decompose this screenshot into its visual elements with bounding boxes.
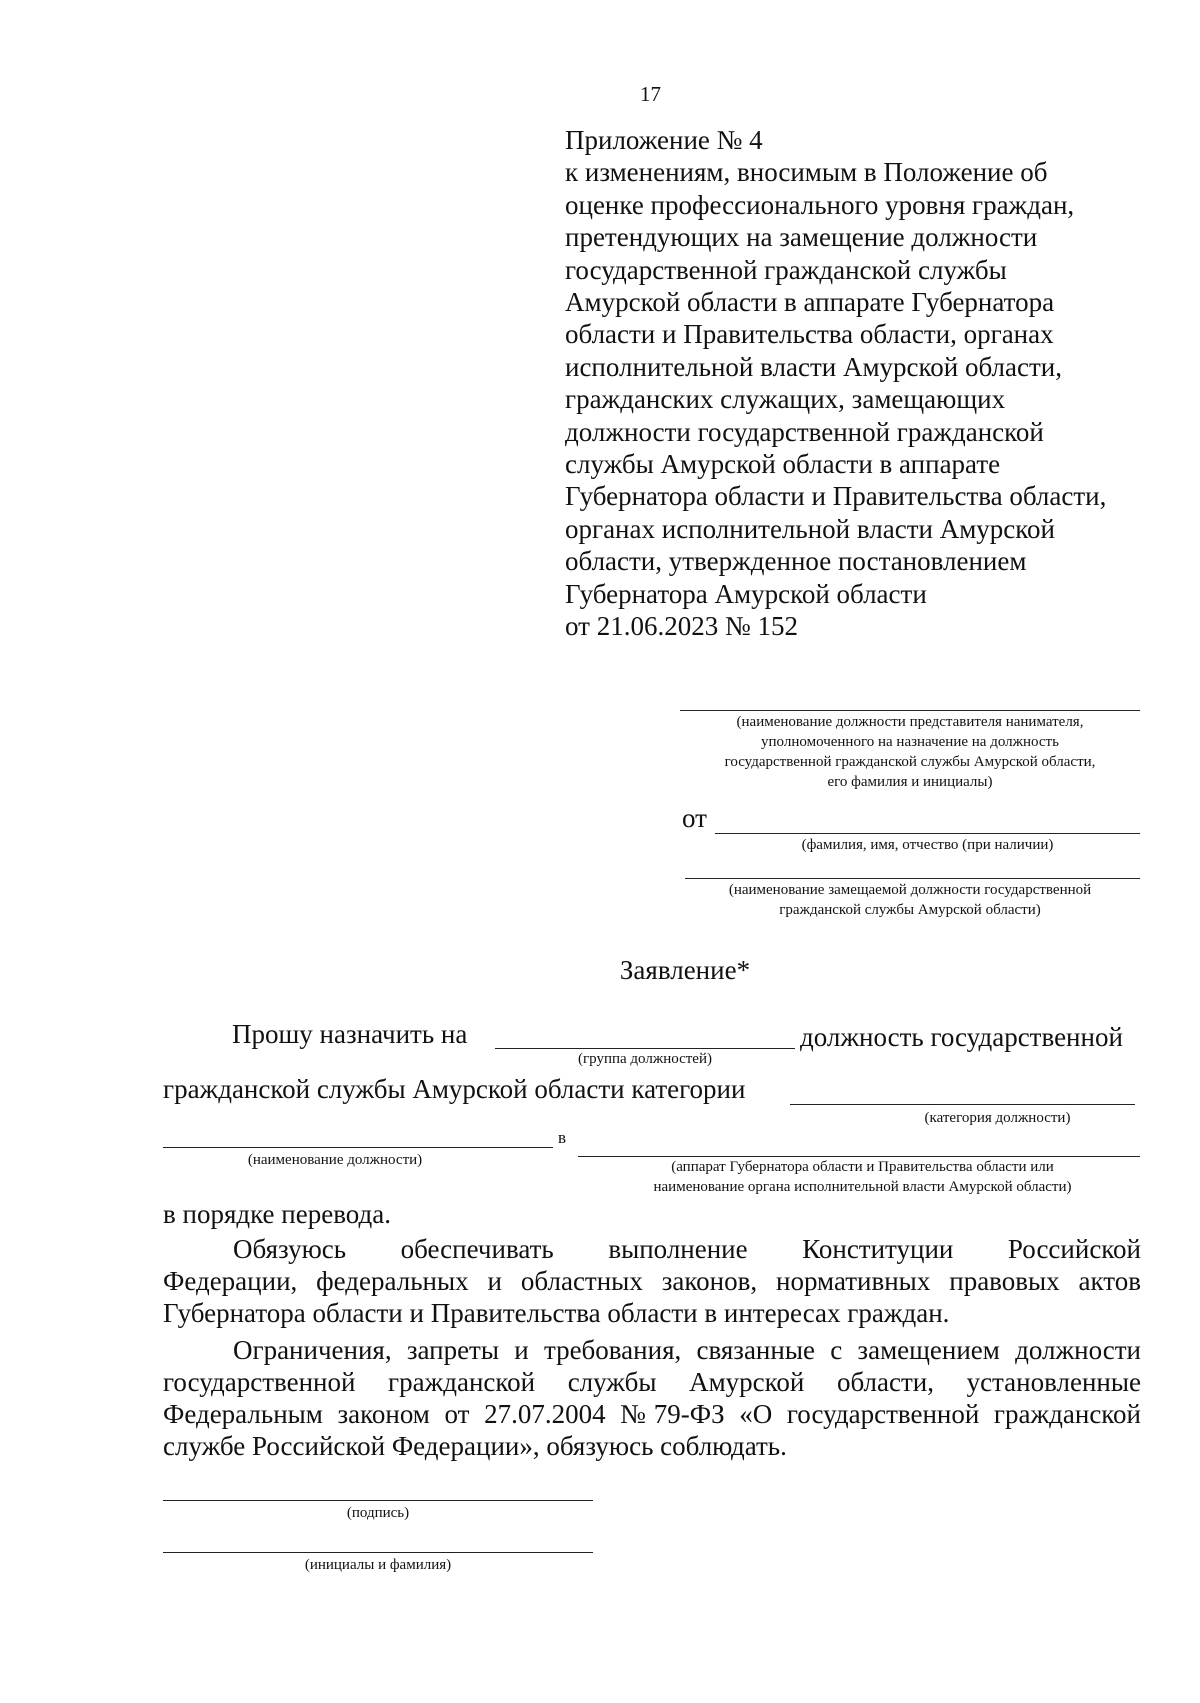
statement-line2: гражданской службы Амурской области категории xyxy=(163,1074,746,1104)
appendix-line: службы Амурской области в аппарате xyxy=(565,449,1001,480)
name-caption: (инициалы и фамилия) xyxy=(304,1557,452,1573)
appendix-line: от 21.06.2023 № 152 xyxy=(565,611,798,642)
appendix-line: претендующих на замещение должности xyxy=(565,222,1038,253)
appendix-line: должности государственной гражданской xyxy=(565,416,1044,447)
current-position-line[interactable] xyxy=(685,878,1140,879)
addressee-caption: (наименование должности представителя нанимателя, уполномоченного на назначение на должность государственной гражданской службы Амурской области, его фамилия и инициалы) xyxy=(724,714,1096,790)
transfer-text: в порядке перевода. xyxy=(163,1199,391,1229)
appendix-line: исполнительной власти Амурской области, xyxy=(565,351,1062,382)
current-position-caption: (наименование замещаемой должности государственной гражданской службы Амурской области) xyxy=(728,882,1092,918)
applicant-name-line[interactable] xyxy=(715,833,1140,834)
position-group-caption: (группа должностей) xyxy=(578,1051,712,1067)
position-category-line[interactable] xyxy=(790,1104,1135,1105)
appendix-line: гражданских служащих, замещающих xyxy=(565,384,1006,415)
position-category-caption: (категория должности) xyxy=(924,1110,1071,1126)
statement-line1-end: должность государственной xyxy=(800,1022,1123,1052)
statement-line1-start: Прошу назначить на xyxy=(232,1019,468,1049)
appendix-line: Амурской области в аппарате Губернатора xyxy=(565,287,1055,318)
position-name-line[interactable] xyxy=(163,1147,553,1148)
signature-line[interactable] xyxy=(163,1500,593,1501)
position-name-caption: (наименование должности) xyxy=(247,1152,423,1168)
paragraph-restrictions: Ограничения, запреты и требования, связанные с замещением должности государственной гражданской службы Амурской области, установленные Федеральным законом от 27.07.2004 №79-ФЗ «О государственной гражданской службе Российской Федерации», обязуюсь соблюдать. xyxy=(163,1335,1141,1461)
appendix-line: области и Правительства области, органах xyxy=(565,319,1054,350)
appendix-line: органах исполнительной власти Амурской xyxy=(565,513,1055,544)
appendix-header xyxy=(565,124,1165,643)
name-line[interactable] xyxy=(163,1552,593,1553)
appendix-line: к изменениям, вносимым в Положение об xyxy=(565,157,1048,188)
paragraph-commitment: Обязуюсь обеспечивать выполнение Конституции Российской Федерации, федеральных и областных законов, нормативных правовых актов Губернатора области и Правительства области в интересах граждан. xyxy=(163,1234,1141,1328)
appendix-line: Губернатора Амурской области xyxy=(565,578,927,609)
appendix-line: государственной гражданской службы xyxy=(565,254,1007,285)
applicant-name-caption: (фамилия, имя, отчество (при наличии) xyxy=(801,837,1054,853)
page-number: 17 xyxy=(640,82,661,106)
in-label: в xyxy=(558,1128,567,1147)
appendix-line: области, утвержденное постановлением xyxy=(565,546,1027,577)
appendix-line: оценке профессионального уровня граждан, xyxy=(565,189,1075,220)
appendix-line: Губернатора области и Правительства области, xyxy=(565,481,1107,512)
signature-caption: (подпись) xyxy=(346,1505,410,1521)
statement-title: Заявление* xyxy=(619,955,751,985)
organization-caption: (аппарат Губернатора области и Правительства области или наименование органа исполнительной власти Амурской области) xyxy=(653,1159,1072,1195)
addressee-name-line[interactable] xyxy=(680,710,1140,711)
appendix-title: Приложение № 4 xyxy=(565,125,763,155)
from-label: от xyxy=(682,803,707,833)
